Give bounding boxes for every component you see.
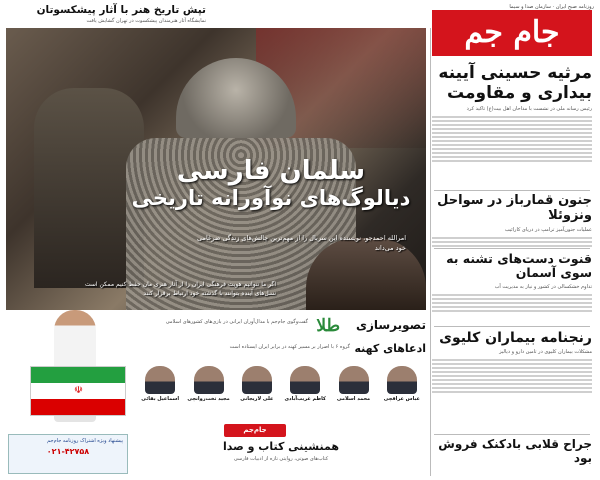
separator bbox=[434, 190, 590, 191]
athlete-photo[interactable] bbox=[20, 310, 130, 432]
story-3-text: تداوم خشکسالی در کشور و نیاز به مدیریت آب bbox=[494, 283, 592, 290]
top-left-text: نمایشگاه آثار هنرمندان پیشکسوت در تهران گشایش یافت bbox=[86, 18, 206, 24]
portrait bbox=[387, 366, 417, 394]
person-card[interactable] bbox=[136, 366, 184, 416]
story-4-text: مشکلات بیماران کلیوی در تامین دارو و دیالیز bbox=[499, 349, 592, 356]
masthead-logo[interactable]: جام جم bbox=[432, 10, 592, 56]
person-name: اسماعیل بقائی bbox=[141, 396, 180, 402]
portrait bbox=[145, 366, 175, 394]
person-card[interactable] bbox=[378, 366, 426, 416]
book-section[interactable] bbox=[136, 440, 426, 463]
story-2-headline: جنون قمارباز در سواحل ونزوئلا bbox=[437, 193, 592, 223]
ad-text: پیشنهاد ویژه اشتراک روزنامه جام‌جم bbox=[47, 438, 123, 444]
story-5-headline: جراح قلابی بادکنک فروش بود bbox=[438, 437, 592, 465]
portrait bbox=[242, 366, 272, 394]
person-card[interactable] bbox=[281, 366, 329, 416]
separator bbox=[434, 248, 590, 249]
book-headline: همنشینی کتاب و صدا bbox=[223, 440, 339, 453]
story-4-lines bbox=[432, 359, 592, 393]
top-left-story[interactable] bbox=[6, 4, 206, 24]
hero-bottom-quote: اگر ما نتوانیم هویت فرهنگی ایران را از آثار هنری مان حفظ کنیم ممکن است نسل‌های آینده بتوانند با گذشته خود ارتباط برقرار کنند bbox=[85, 281, 276, 297]
person-card[interactable] bbox=[329, 366, 377, 416]
tasvir-gold-logo: طلا bbox=[316, 316, 340, 336]
portrait bbox=[290, 366, 320, 394]
story-5[interactable] bbox=[432, 438, 592, 466]
person-name: مجید تخت‌روانچی bbox=[187, 396, 230, 402]
person-card[interactable] bbox=[184, 366, 232, 416]
person-card[interactable] bbox=[233, 366, 281, 416]
iran-flag-icon: ☫ bbox=[30, 366, 126, 416]
person-name: محمد اسلامی bbox=[336, 396, 371, 402]
book-section-logo: جام‌جم bbox=[224, 424, 286, 437]
story-2-text: عملیات جنون‌آمیز ترامپ در دریای کارائیب bbox=[504, 226, 592, 233]
story-2-lines bbox=[432, 237, 592, 247]
hero-lead: امرالله احمدجو، نویسنده این سریال را از مهم‌ترین چالش‌های زندگی ضرغامی خود می‌داند bbox=[197, 234, 406, 252]
ad-phone: ۰۲۱-۴۲۷۵۸ bbox=[46, 447, 90, 456]
story-1-text: رئیس رسانه ملی در نشست با مداحان اهل بیت(ع) تاکید کرد bbox=[466, 106, 592, 113]
portrait bbox=[194, 366, 224, 394]
right-column bbox=[429, 4, 594, 476]
people-row bbox=[136, 366, 426, 416]
person-name: عباس عراقچی bbox=[383, 396, 420, 402]
story-1[interactable] bbox=[432, 64, 592, 164]
tasvir-note: گفت‌وگوی جام‌جم با مدال‌آوران ایرانی در بازی‌های کشورهای اسلامی bbox=[165, 319, 308, 325]
claims-headline: ادعاهای کهنه bbox=[354, 342, 426, 355]
story-4-headline: رنجنامه بیماران کلیوی bbox=[439, 330, 592, 346]
top-left-headline: تپش تاریخ هنر با آثار پیشکسوتان bbox=[36, 4, 206, 16]
person-name: کاظم غریب‌آبادی bbox=[284, 396, 326, 402]
story-1-lines bbox=[432, 116, 592, 162]
claims-text: گروه ۶ با اصرار بر مسیر کهنه در برابر ایران ایستاده است bbox=[229, 344, 350, 350]
hero-image[interactable] bbox=[6, 28, 426, 310]
book-text: کتاب‌های صوتی، روایتی تازه از ادبیات فارسی bbox=[233, 456, 329, 462]
story-4[interactable] bbox=[432, 330, 592, 395]
separator bbox=[434, 326, 590, 327]
story-1-headline: مرثیه حسینی آیینه بیداری و مقاومت bbox=[438, 63, 592, 103]
tasvir-title: تصویرسازی bbox=[355, 318, 426, 332]
story-2[interactable] bbox=[432, 194, 592, 249]
hero-subtitle: دیالوگ‌های نوآورانه تاریخی bbox=[131, 186, 411, 211]
portrait bbox=[339, 366, 369, 394]
masthead-info: روزنامه صبح ایران · سازمان صدا و سیما bbox=[509, 4, 594, 10]
newspaper-front-page bbox=[6, 4, 594, 476]
story-3[interactable] bbox=[432, 252, 592, 314]
subscription-ad[interactable] bbox=[8, 434, 128, 474]
story-3-lines bbox=[432, 294, 592, 312]
story-3-headline: قنوت دست‌های تشنه به سوی آسمان bbox=[446, 251, 592, 281]
person-name: علی لاریجانی bbox=[240, 396, 274, 402]
hero-title: سلمان فارسی دیالوگ‌های نوآورانه تاریخی bbox=[126, 158, 416, 209]
separator bbox=[434, 434, 590, 435]
